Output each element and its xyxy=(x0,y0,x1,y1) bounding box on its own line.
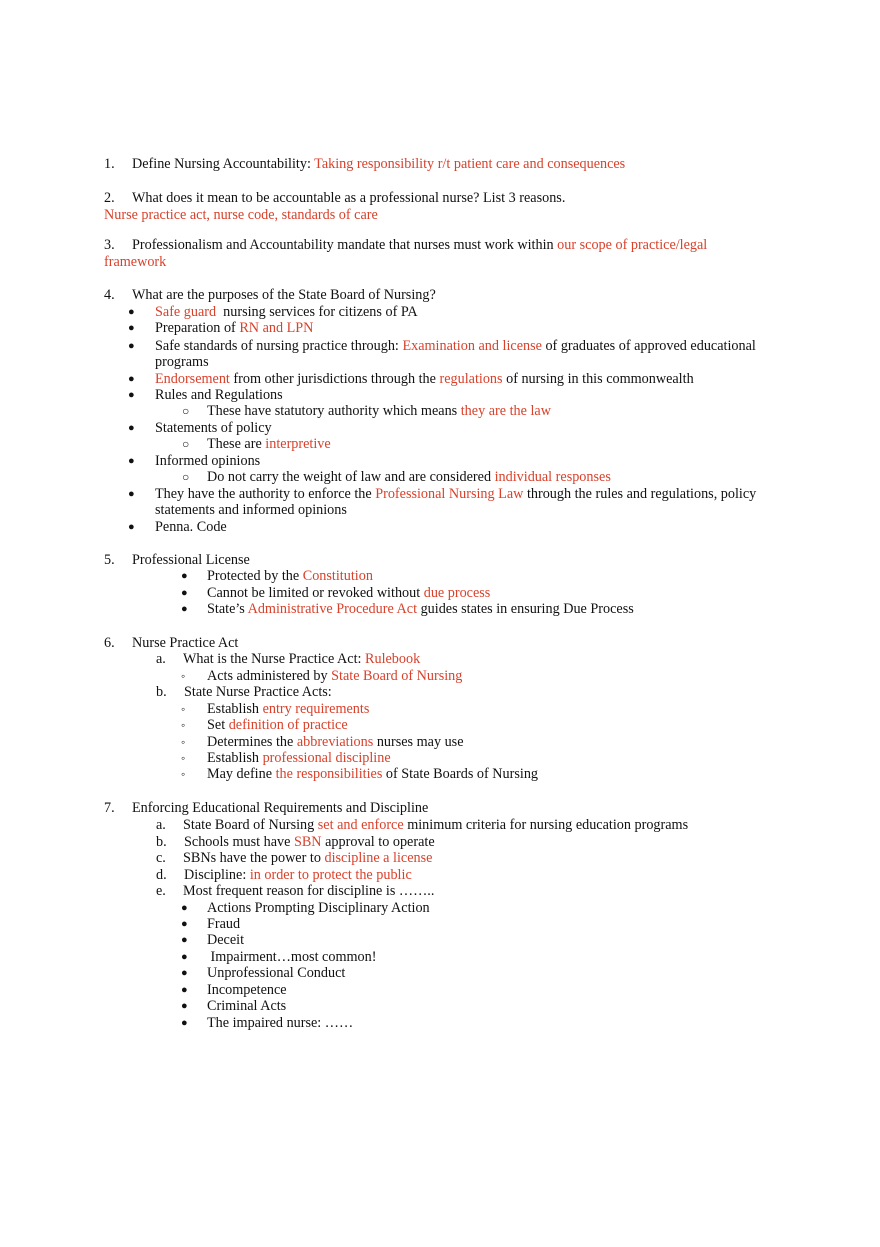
bullet-icon: ● xyxy=(181,934,188,946)
q4-bullet-3-cont: programs xyxy=(155,354,209,370)
bullet-icon: ● xyxy=(128,373,135,385)
answer-2: Nurse practice act, nurse code, standards of care xyxy=(104,207,378,223)
bullet-icon: ● xyxy=(128,422,135,434)
bullet-icon: ● xyxy=(128,389,135,401)
bullet-icon: ● xyxy=(128,488,135,500)
circle-bullet-icon: ○ xyxy=(182,404,190,418)
bullet-icon: ● xyxy=(181,570,188,582)
small-circle-bullet-icon: ◦ xyxy=(181,669,186,683)
small-circle-bullet-icon: ◦ xyxy=(181,702,186,716)
small-circle-bullet-icon: ◦ xyxy=(181,735,186,749)
bullet-icon: ● xyxy=(181,1000,188,1012)
bullet-icon: ● xyxy=(181,587,188,599)
bullet-icon: ● xyxy=(181,603,188,615)
small-circle-bullet-icon: ◦ xyxy=(181,718,186,732)
bullet-icon: ● xyxy=(181,951,188,963)
bullet-icon: ● xyxy=(128,306,135,318)
circle-bullet-icon: ○ xyxy=(182,470,190,484)
bullet-icon: ● xyxy=(181,902,188,914)
document-page: 1. Define Nursing Accountability: Taking responsibility r/t patient care and consequences 2. What does it mean to be accountable as a professional nurse? List 3 reasons. Nurse practice act, nurse code, standards of care 3. Professionalism and Accountability mandate that nurses must work within our scope of practice/legal framework 4. What are the purposes of the State Board of Nursing? ● Safe guard nursing services for citizens of PA ● Preparation of RN and LPN ● Safe standards of nursing practice through: Examination and license of graduates of approved educational programs ● Endorsement from other jurisdictions through the regulations of nursing in this commonwealth ● Rules and Regulations ○ These have statutory authority which means they are the law ● Statements of policy ○ These are interpretive ● Informed opinions ○ Do not carry the weight of law and are considered individual responses ● They have the authority to enforce the Professional Nursing Law through the rules and regulations, policy statements and informed opinions ● Penna. Code 5. Professional License ● Protected by the Constitution ● Cannot be limited or revoked without due process ● State’s Administrative Procedure Act guides states in ensuring Due Process 6. Nurse Practice Act a. What is the Nurse Practice Act: Rulebook ◦ Acts administered by State Board of Nursing b. State Nurse Practice Acts: ◦ Establish entry requirements ◦ Set definition of practice ◦ Determines the abbreviations nurses may use ◦ Establish professional discipline ◦ May define the responsibilities of State Boards of Nursing 7. Enforcing Educational Requirements and Discipline a. State Board of Nursing set and enforce minimum criteria for nursing education programs b. Schools must have SBN approval to operate c. SBNs have the power to discipline a license d. Discipline: in order to protect the public e. Most frequent reason for discipline is …….. ● Actions Prompting Disciplinary Action ● Fraud ● Deceit ● Impairment…most common! ● Unprofessional Conduct ● Incompetence ● Criminal Acts ● The impaired nurse: …… xyxy=(104,156,757,1031)
bullet-icon: ● xyxy=(181,1017,188,1029)
bullet-icon: ● xyxy=(128,521,135,533)
small-circle-bullet-icon: ◦ xyxy=(181,767,186,781)
bullet-icon: ● xyxy=(181,967,188,979)
bullet-icon: ● xyxy=(128,340,135,352)
bullet-icon: ● xyxy=(181,918,188,930)
bullet-icon: ● xyxy=(181,984,188,996)
bullet-icon: ● xyxy=(128,455,135,467)
answer-3-cont: framework xyxy=(104,254,167,270)
q4-bullet-8-cont: statements and informed opinions xyxy=(155,502,347,518)
circle-bullet-icon: ○ xyxy=(182,437,190,451)
small-circle-bullet-icon: ◦ xyxy=(181,751,186,765)
bullet-icon: ● xyxy=(128,322,135,334)
